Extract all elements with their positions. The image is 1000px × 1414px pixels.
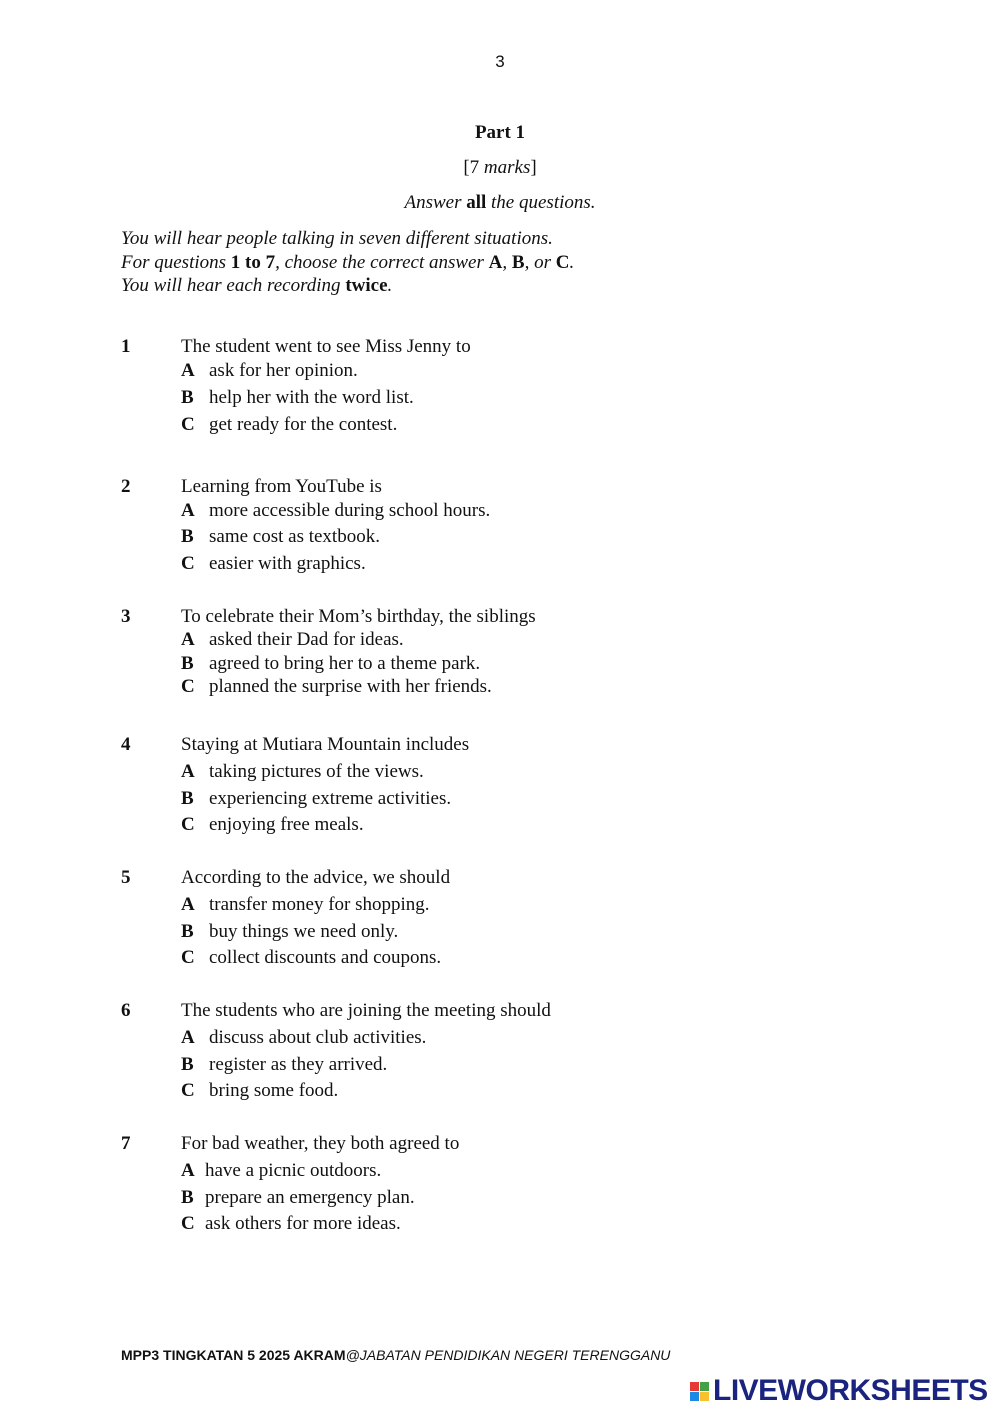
instr3-text-1: You will hear each recording — [121, 275, 346, 296]
answer-all-bold: all — [466, 192, 487, 213]
option-letter: B — [181, 1187, 194, 1208]
option-text: get ready for the contest. — [209, 414, 398, 435]
instr2-bold-c: C — [555, 251, 570, 273]
option-text: experiencing extreme activities. — [209, 788, 452, 809]
option-text: help her with the word list. — [209, 387, 414, 408]
option-letter: A — [181, 761, 195, 782]
option-text: have a picnic outdoors. — [205, 1160, 382, 1181]
marks-word: marks — [483, 157, 531, 178]
question-number: 4 — [121, 734, 131, 755]
question-number: 6 — [121, 1000, 131, 1021]
footer-italic: @JABATAN PENDIDIKAN NEGERI TERENGGANU — [345, 1347, 671, 1363]
brand-name: LIVEWORKSHEETS — [713, 1374, 988, 1407]
option-text: transfer money for shopping. — [209, 894, 430, 915]
question-stem: To celebrate their Mom’s birthday, the siblings — [181, 606, 536, 627]
option-c[interactable] — [181, 414, 397, 436]
instr2-text-2: , choose the correct answer — [275, 251, 489, 273]
logo-square-red — [690, 1382, 699, 1391]
question-number: 7 — [121, 1133, 131, 1154]
instr2-text-5: . — [569, 251, 575, 273]
instr2-text-3: , — [502, 251, 512, 273]
answer-all-after: the questions. — [486, 192, 596, 213]
option-text: same cost as textbook. — [209, 526, 380, 547]
option-letter: C — [181, 814, 195, 835]
option-text: ask for her opinion. — [209, 360, 358, 381]
question-stem: For bad weather, they both agreed to — [181, 1133, 460, 1154]
footer-bold: MPP3 TINGKATAN 5 2025 AKRAM — [121, 1347, 346, 1363]
option-c[interactable] — [181, 814, 364, 836]
instruction-line-1: You will hear people talking in seven different situations. — [121, 228, 553, 249]
option-letter: A — [181, 1027, 195, 1048]
marks-open-bracket: [ — [463, 157, 470, 178]
answer-all-before: Answer — [404, 192, 467, 213]
option-b[interactable] — [181, 387, 414, 409]
question-stem: The student went to see Miss Jenny to — [181, 336, 471, 357]
option-a[interactable] — [181, 629, 404, 651]
option-letter: B — [181, 788, 194, 809]
part-title: Part 1 — [474, 122, 526, 143]
option-a[interactable] — [181, 894, 430, 916]
option-letter: C — [181, 1213, 195, 1234]
marks-number: 7 — [469, 157, 480, 178]
option-letter: B — [181, 921, 194, 942]
instr2-bold-range: 1 to 7 — [230, 251, 276, 273]
logo-square-yellow — [700, 1392, 709, 1401]
option-b[interactable] — [181, 526, 380, 548]
liveworksheets-logo-icon — [690, 1382, 709, 1401]
option-text: buy things we need only. — [209, 921, 399, 942]
option-b[interactable] — [181, 788, 451, 810]
option-c[interactable] — [181, 676, 492, 698]
option-letter: A — [181, 629, 195, 650]
option-letter: B — [181, 387, 194, 408]
option-c[interactable] — [181, 553, 366, 575]
option-letter: B — [181, 526, 194, 547]
option-letter: A — [181, 360, 195, 381]
option-letter: A — [181, 894, 195, 915]
instr3-text-2: . — [387, 275, 393, 296]
question-number: 5 — [121, 867, 131, 888]
option-c[interactable] — [181, 947, 441, 969]
option-letter: C — [181, 414, 195, 435]
option-text: planned the surprise with her friends. — [209, 676, 492, 697]
option-text: asked their Dad for ideas. — [209, 629, 404, 650]
question-number: 1 — [121, 336, 131, 357]
instruction-line-3 — [121, 274, 574, 298]
option-text: register as they arrived. — [209, 1054, 388, 1075]
instruction-line-2 — [121, 251, 574, 275]
footer — [121, 1347, 670, 1363]
option-text: bring some food. — [209, 1080, 339, 1101]
marks-label — [0, 157, 1000, 179]
liveworksheets-brand[interactable] — [690, 1374, 988, 1408]
option-text: prepare an emergency plan. — [205, 1187, 415, 1208]
instr3-bold-twice: twice — [345, 275, 388, 296]
option-a[interactable] — [181, 500, 490, 522]
option-a[interactable] — [181, 1160, 381, 1182]
logo-square-blue — [690, 1392, 699, 1401]
option-b[interactable] — [181, 653, 480, 675]
logo-square-green — [700, 1382, 709, 1391]
option-letter: A — [181, 500, 195, 521]
instr2-text-1: For questions — [121, 251, 231, 273]
question-stem: According to the advice, we should — [181, 867, 451, 888]
option-letter: B — [181, 1054, 194, 1075]
option-letter: C — [181, 1080, 195, 1101]
answer-all-instruction — [0, 192, 1000, 214]
option-c[interactable] — [181, 1080, 338, 1102]
option-letter: B — [181, 653, 194, 674]
question-stem: Learning from YouTube is — [181, 476, 382, 497]
instr2-text-4: , or — [524, 251, 556, 273]
marks-close-bracket: ] — [530, 157, 537, 178]
option-text: agreed to bring her to a theme park. — [209, 653, 481, 674]
option-letter: A — [181, 1160, 195, 1181]
option-text: taking pictures of the views. — [209, 761, 424, 782]
option-b[interactable] — [181, 1054, 387, 1076]
option-text: collect discounts and coupons. — [209, 947, 442, 968]
instructions — [121, 227, 574, 298]
question-stem: Staying at Mutiara Mountain includes — [181, 734, 470, 755]
option-text: easier with graphics. — [209, 553, 366, 574]
instr2-bold-a: A — [488, 251, 503, 273]
option-a[interactable] — [181, 761, 424, 783]
option-text: more accessible during school hours. — [209, 500, 491, 521]
option-text: ask others for more ideas. — [205, 1213, 401, 1234]
option-b[interactable] — [181, 1187, 415, 1209]
page-number: 3 — [495, 52, 505, 71]
option-letter: C — [181, 676, 195, 697]
option-text: enjoying free meals. — [209, 814, 364, 835]
option-text: discuss about club activities. — [209, 1027, 427, 1048]
option-c[interactable] — [181, 1213, 401, 1235]
question-stem: The students who are joining the meeting should — [181, 1000, 551, 1021]
option-letter: C — [181, 553, 195, 574]
question-number: 3 — [121, 606, 131, 627]
option-b[interactable] — [181, 921, 398, 943]
option-a[interactable] — [181, 1027, 426, 1049]
question-number: 2 — [121, 476, 131, 497]
instr2-bold-b: B — [511, 251, 525, 273]
option-a[interactable] — [181, 360, 358, 382]
option-letter: C — [181, 947, 195, 968]
